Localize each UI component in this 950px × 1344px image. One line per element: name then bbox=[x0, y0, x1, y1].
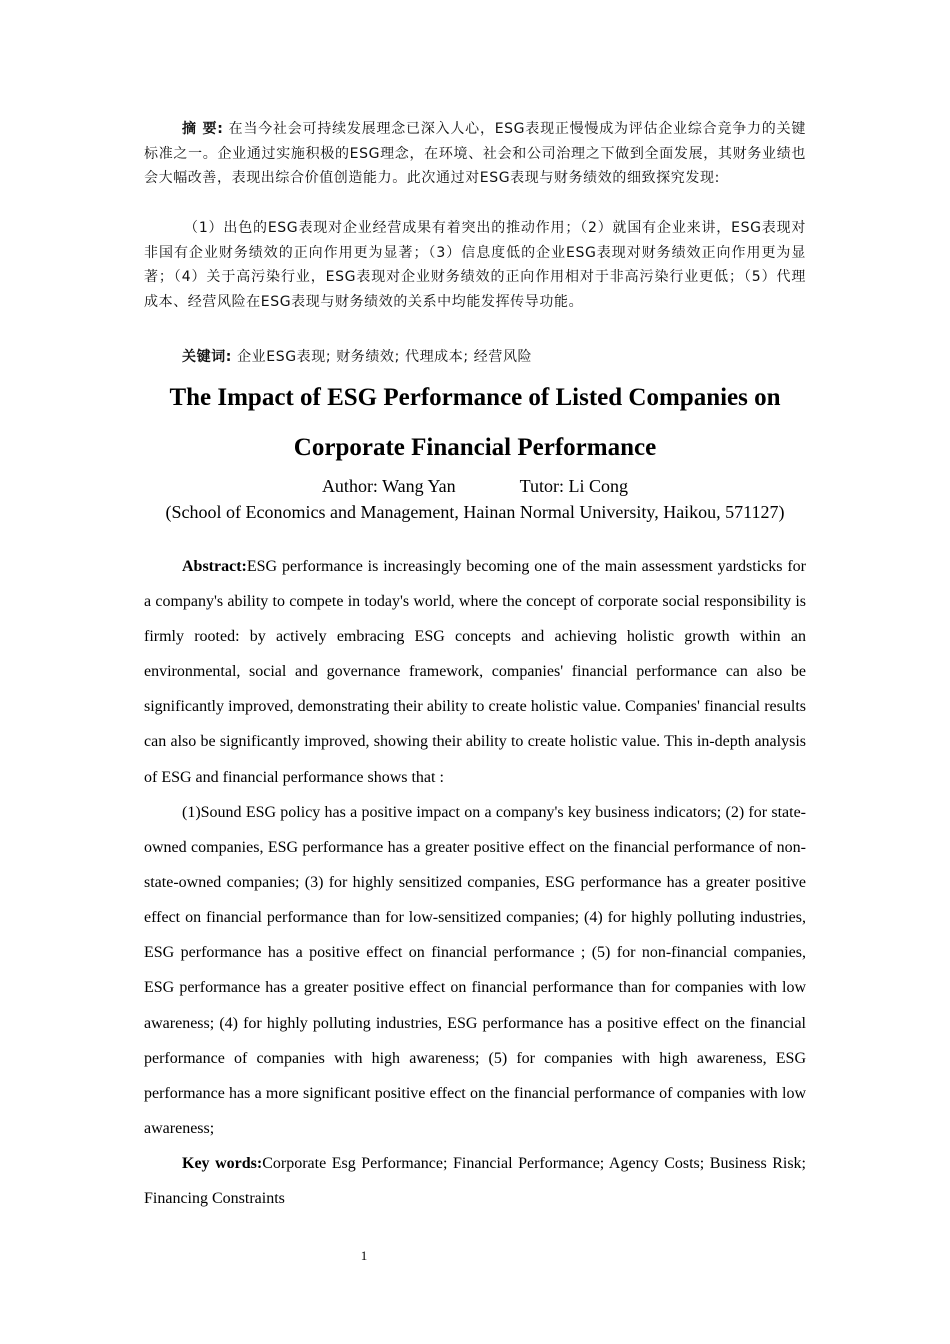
cn-keywords-label: 关键词: bbox=[182, 349, 232, 365]
en-keywords-label: Key words: bbox=[182, 1155, 263, 1172]
cn-keywords-text: 企业ESG表现; 财务绩效; 代理成本; 经营风险 bbox=[237, 349, 533, 365]
author-name: Author: Wang Yan bbox=[321, 476, 456, 496]
en-findings-paragraph: (1)Sound ESG policy has a positive impact on a company's key business indicators; (2) for state-owned companies, ESG performance has a greater positive effect on the financial performance of non-state-owned companies; (3) for highly sensitized companies, ESG performance has a greater positive effect on financial performance than for low-sensitized companies; (4) for highly polluting industries, ESG performance has a positive effect on financial performance ; (5) for non-financial companies, ESG performance has a greater positive effect on financial performance than for companies with low awareness; (4) for highly polluting industries, ESG performance has a positive effect on the financial performance of companies with high awareness; (5) for companies with high awareness, ESG performance has a more significant positive effect on the financial performance of companies with low awareness; bbox=[144, 804, 806, 1137]
cn-abstract-label: 摘 要: bbox=[182, 121, 224, 137]
tutor-name: Tutor: Li Cong bbox=[519, 476, 629, 496]
en-abstract-paragraph bbox=[144, 549, 806, 795]
cn-abstract-text: 在当今社会可持续发展理念已深入人心，ESG表现正慢慢成为评估企业综合竞争力的关键标准之一。企业通过实施积极的ESG理念，在环境、社会和公司治理之下做到全面发展，其财务业绩也会大幅改善，表现出综合价值创造能力。此次通过对ESG表现与财务绩效的细致探究发现: bbox=[144, 121, 806, 187]
page-number: 1 bbox=[360, 1248, 368, 1263]
paper-title-line-2: Corporate Financial Performance bbox=[293, 434, 657, 461]
cn-abstract-paragraph bbox=[144, 117, 806, 191]
author-line bbox=[144, 476, 806, 497]
en-abstract-text: ESG performance is increasingly becoming one of the main assessment yardsticks for a company's ability to compete in today's world, where the concept of corporate social responsibility is firmly rooted: by actively embracing ESG concepts and achieving holistic growth within an environmental, social and governance framework, companies' financial performance can also be significantly improved, demonstrating their ability to create holistic value. Companies' financial results can also be significantly improved, showing their ability to create holistic value. This in-depth analysis of ESG and financial performance shows that : bbox=[144, 558, 806, 786]
en-keywords-text: Corporate Esg Performance; Financial Performance; Agency Costs; Business Risk; Financing Constraints bbox=[144, 1155, 807, 1208]
en-abstract-label: Abstract: bbox=[182, 558, 247, 575]
paper-title-line-1: The Impact of ESG Performance of Listed Companies on bbox=[169, 384, 781, 411]
cn-keywords-paragraph bbox=[144, 345, 806, 370]
affiliation: (School of Economics and Management, Hainan Normal University, Haikou, 571127) bbox=[165, 502, 785, 522]
en-keywords-paragraph bbox=[144, 1146, 806, 1216]
cn-findings-paragraph: （1）出色的ESG表现对企业经营成果有着突出的推动作用；（2）就国有企业来讲，ESG表现对非国有企业财务绩效的正向作用更为显著；（3）信息度低的企业ESG表现对财务绩效正向作用更为显著；（4）关于高污染行业，ESG表现对企业财务绩效的正向作用相对于非高污染行业更低；（5）代理成本、经营风险在ESG表现与财务绩效的关系中均能发挥传导功能。 bbox=[144, 220, 806, 310]
